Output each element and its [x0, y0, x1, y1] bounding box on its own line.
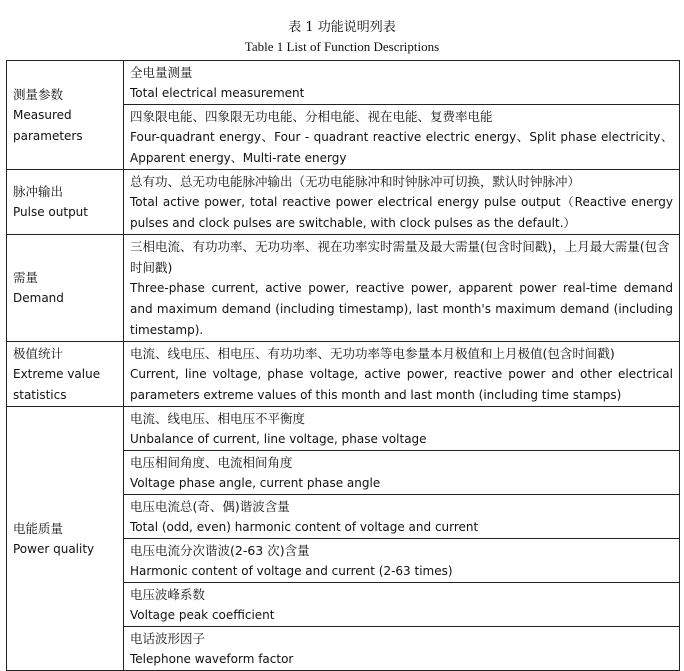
category-label-en: Extreme value statistics — [13, 366, 101, 402]
item-text-en: Total active power, total reactive power electrical energy pulse output（Reactive energy pulses and clock pulses are switchable, with clock pulses as the default.） — [130, 195, 673, 230]
item-text-en: Voltage phase angle, current phase angle — [130, 476, 381, 490]
category-cell — [7, 407, 124, 671]
item-text-en: Telephone waveform factor — [130, 652, 294, 666]
item-text-en: Total electrical measurement — [130, 86, 305, 100]
item-text-cn: 全电量测量 — [130, 65, 193, 80]
item-cell — [124, 583, 680, 627]
table-row — [7, 407, 680, 451]
item-text-cn: 电流、线电压、相电压不平衡度 — [130, 411, 306, 426]
function-description-table — [6, 60, 680, 671]
item-cell — [124, 627, 680, 671]
item-cell — [124, 407, 680, 451]
item-text-cn: 电压电流分次谐波(2-63 次)含量 — [130, 543, 310, 558]
item-cell — [124, 170, 680, 235]
category-cell — [7, 235, 124, 342]
item-cell — [124, 495, 680, 539]
table-caption-chinese: 表 1 功能说明列表 — [288, 20, 396, 35]
item-cell — [124, 235, 680, 342]
item-text-cn: 电话波形因子 — [130, 631, 206, 646]
item-cell — [124, 451, 680, 495]
category-label-cn: 电能质量 — [13, 520, 64, 536]
item-cell — [124, 61, 680, 105]
item-text-cn: 电压相间角度、电流相间角度 — [130, 455, 293, 470]
item-text-en: Voltage peak coefficient — [130, 608, 275, 622]
category-label-cn: 需量 — [13, 270, 39, 285]
item-text-cn: 电流、线电压、相电压、有功功率、无功功率等电参量本月极值和上月极值(包含时间戳) — [130, 346, 615, 361]
item-cell — [124, 105, 680, 170]
table-row — [7, 61, 680, 105]
category-label-en: Pulse output — [13, 205, 88, 219]
table-caption-english: Table 1 List of Function Descriptions — [244, 39, 440, 54]
category-cell — [7, 342, 124, 407]
item-text-en: Harmonic content of voltage and current (2-63 times) — [130, 564, 453, 578]
category-label-cn: 极值统计 — [13, 345, 64, 361]
item-cell — [124, 342, 680, 407]
item-cell — [124, 539, 680, 583]
category-label-en: Power quality — [13, 541, 95, 556]
item-text-cn: 电压波峰系数 — [130, 587, 206, 602]
item-text-en: Three-phase current, active power, reactive power, apparent power real-time demand and maximum demand (including timestamp), last month's maximum demand (including timestamp). — [130, 281, 673, 337]
table-row — [7, 170, 680, 235]
item-text-en: Total (odd, even) harmonic content of voltage and current — [130, 520, 479, 534]
item-text-cn: 电压电流总(奇、偶)谐波含量 — [130, 499, 290, 514]
category-cell — [7, 170, 124, 235]
category-label-en: Demand — [13, 291, 64, 305]
item-text-en: Current, line voltage, phase voltage, active power, reactive power and other electrical parameters extreme values of this month and last month (including time stamps) — [130, 367, 673, 402]
category-cell — [7, 61, 124, 170]
item-text-cn: 三相电流、有功功率、无功功率、视在功率实时需量及最大需量(包含时间戳)，上月最大需量(包含时间戳) — [130, 239, 670, 275]
category-label-en: Measured parameters — [13, 107, 83, 143]
table-row — [7, 342, 680, 407]
item-text-cn: 四象限电能、四象限无功电能、分相电能、视在电能、复费率电能 — [130, 109, 493, 124]
category-label-cn: 测量参数 — [13, 86, 64, 102]
item-text-en: Four-quadrant energy、Four - quadrant reactive electric energy、Split phase electricity、Apparent energy、Multi-rate energy — [130, 130, 673, 165]
item-text-en: Unbalance of current, line voltage, phase voltage — [130, 432, 427, 446]
item-text-cn: 总有功、总无功电能脉冲输出（无功电能脉冲和时钟脉冲可切换，默认时钟脉冲） — [130, 174, 581, 189]
category-label-cn: 脉冲输出 — [13, 184, 64, 199]
table-row — [7, 235, 680, 342]
